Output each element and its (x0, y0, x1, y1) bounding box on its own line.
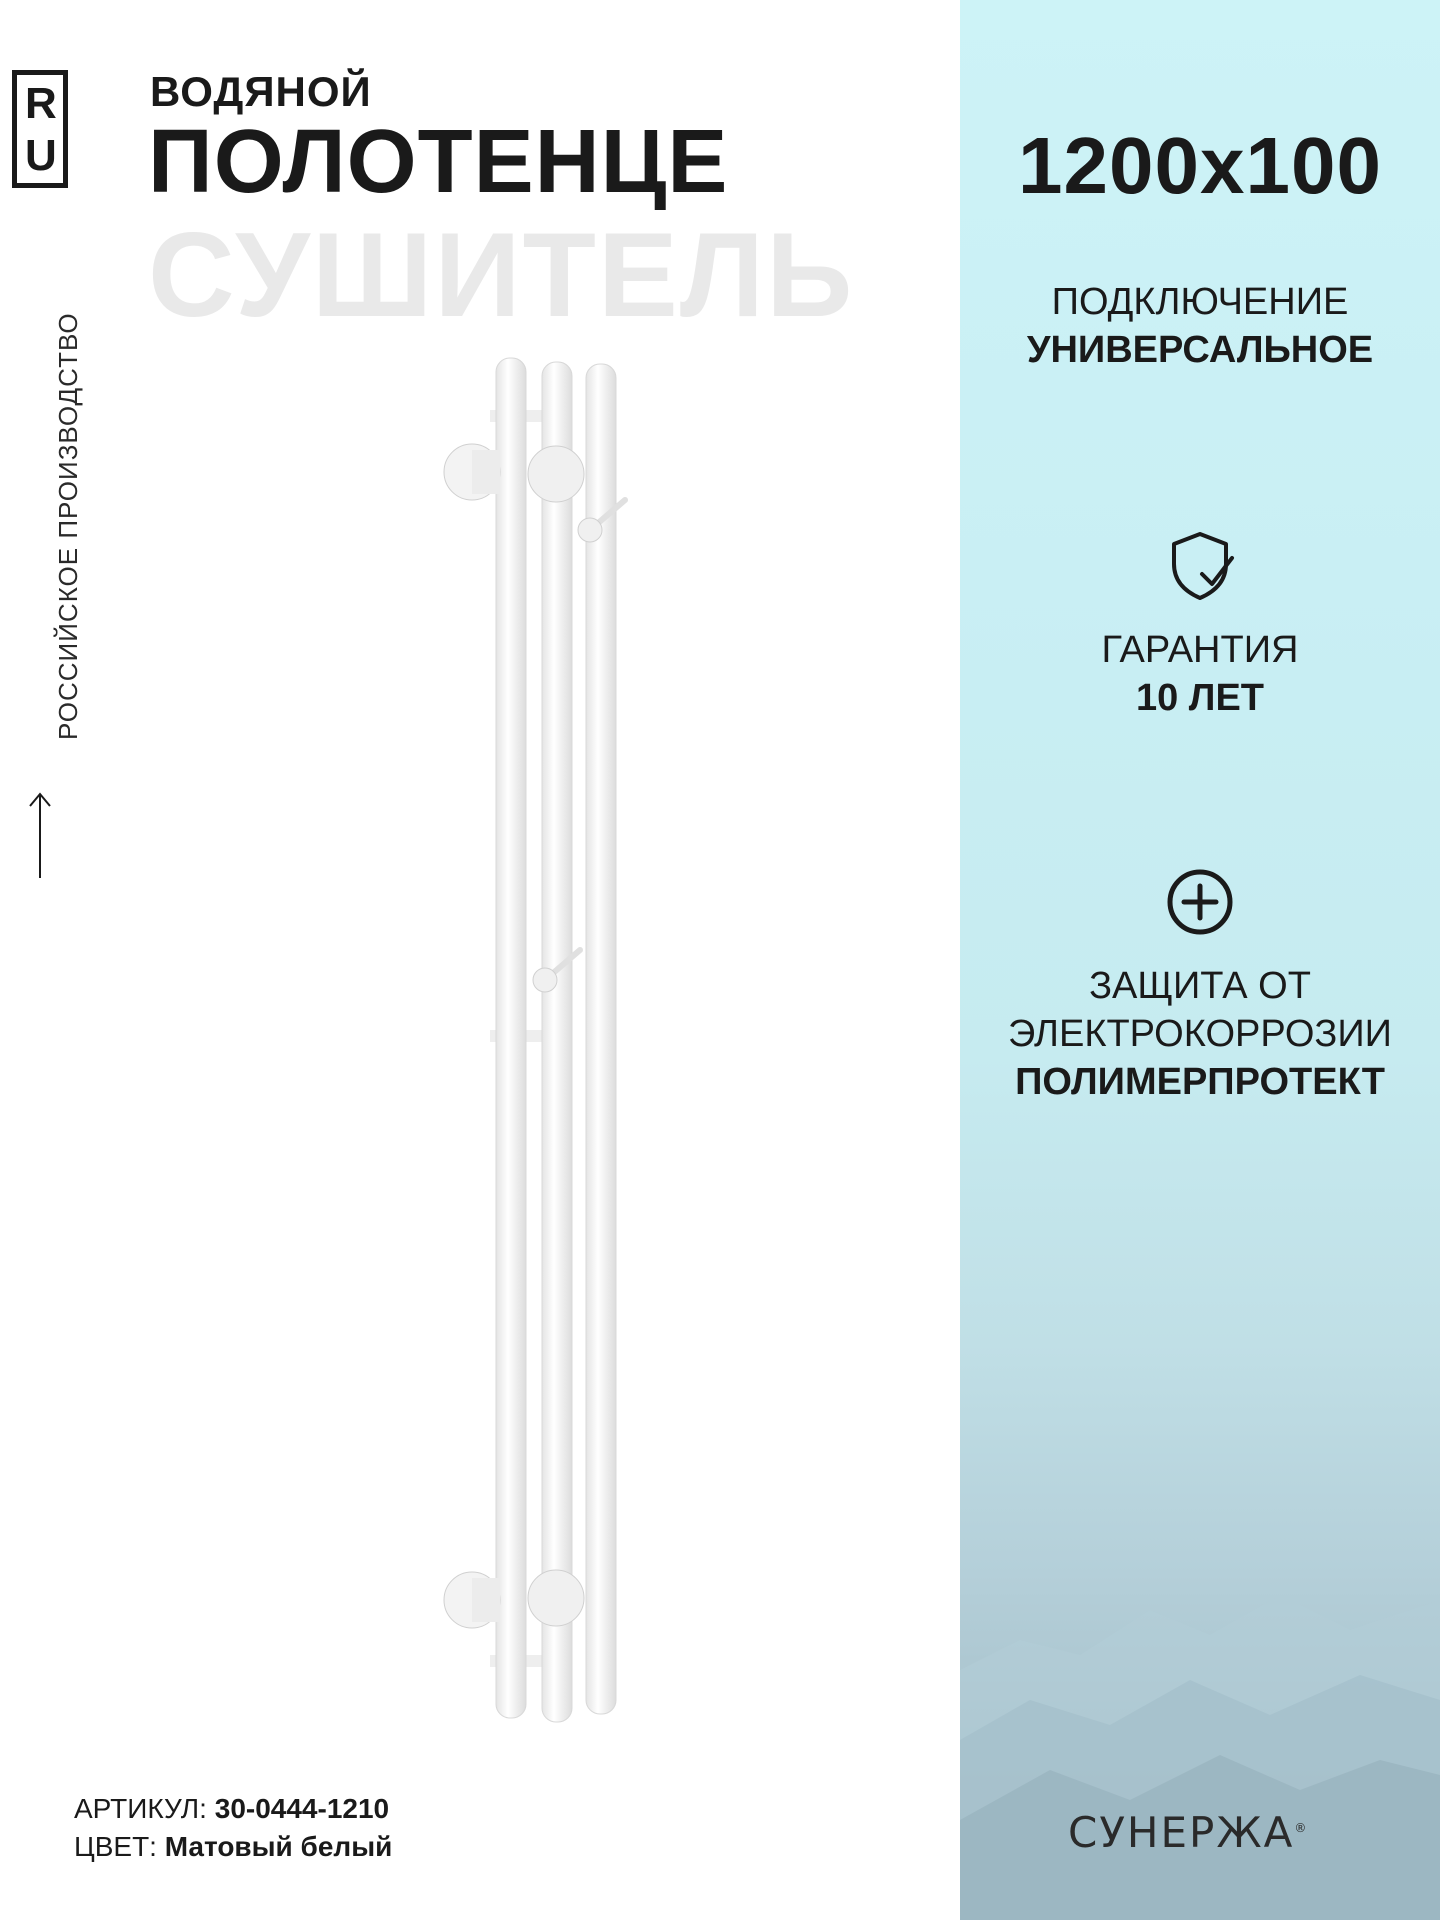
brand-logo: СУНЕРЖА® (1068, 1808, 1309, 1857)
protection-block (960, 962, 1440, 1106)
arrow-up-icon (26, 790, 58, 880)
title-line-3: СУШИТЕЛЬ (148, 208, 855, 342)
warranty-value: 10 ЛЕТ (1135, 677, 1265, 719)
towel-rail-image (430, 350, 650, 1730)
connection-block (960, 278, 1440, 374)
connection-label: ПОДКЛЮЧЕНИЕ (1051, 281, 1349, 323)
articul-value: 30-0444-1210 (214, 1793, 390, 1824)
articul-label: АРТИКУЛ: (74, 1793, 207, 1824)
size-value: 1200х100 (1018, 121, 1382, 210)
articul-row (74, 1790, 392, 1828)
logo-letter-r: R (25, 79, 57, 128)
color-value: Матовый белый (164, 1831, 393, 1862)
mountain-background (960, 1500, 1440, 1920)
shield-check-icon (1164, 530, 1236, 602)
plus-circle-icon (1164, 866, 1236, 938)
protection-label-2: ЭЛЕКТРОКОРРОЗИИ (1007, 1013, 1392, 1055)
protection-value: ПОЛИМЕРПРОТЕКТ (1015, 1061, 1385, 1103)
product-info (74, 1790, 392, 1866)
brand-name: СУНЕРЖА (1068, 1808, 1295, 1857)
color-label: ЦВЕТ: (74, 1831, 157, 1862)
ru-logo (12, 70, 68, 188)
connection-value: УНИВЕРСАЛЬНОЕ (1026, 329, 1374, 371)
warranty-label: ГАРАНТИЯ (1101, 629, 1299, 671)
logo-letter-u: U (25, 131, 57, 180)
title-line-2: ПОЛОТЕНЦЕ (148, 112, 729, 212)
warranty-block (960, 626, 1440, 722)
color-row (74, 1828, 392, 1866)
origin-label: РОССИЙСКОЕ ПРОИЗВОДСТВО (53, 312, 83, 740)
title-line-1: ВОДЯНОЙ (150, 68, 372, 115)
protection-label-1: ЗАЩИТА ОТ (1089, 965, 1311, 1007)
